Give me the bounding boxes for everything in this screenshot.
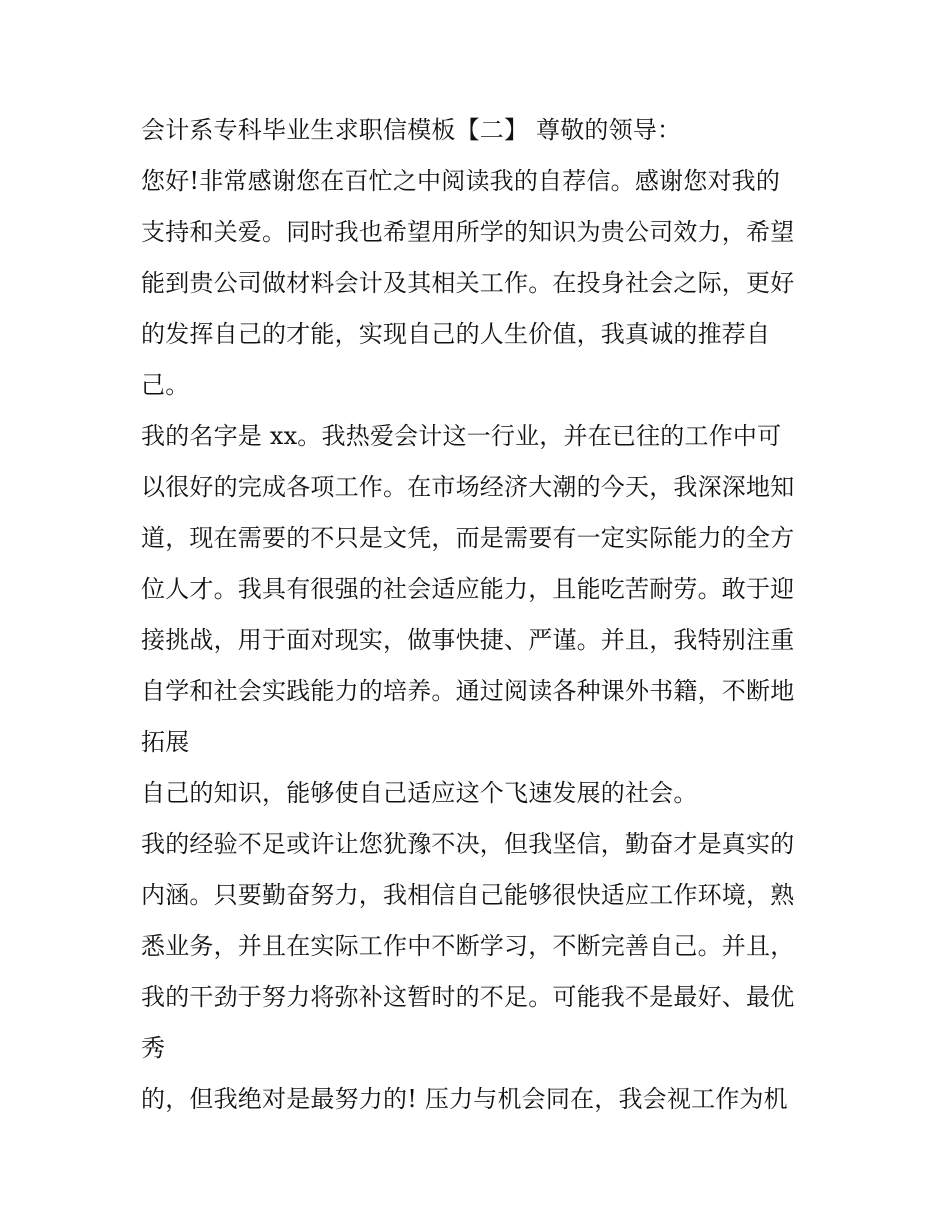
letter-line: 的，但我绝对是最努力的! 压力与机会同在，我会视工作为机 xyxy=(141,1085,788,1113)
letter-line: 我的经验不足或许让您犹豫不决，但我坚信，勤奋才是真实的 xyxy=(141,830,795,858)
letter-line: 我的干劲于努力将弥补这暂时的不足。可能我不是最好、最优 xyxy=(141,983,795,1011)
letter-line: 道，现在需要的不只是文凭，而是需要有一定实际能力的全方 xyxy=(141,524,795,552)
letter-line: 己。 xyxy=(141,371,190,399)
letter-line: 内涵。只要勤奋努力，我相信自己能够很快适应工作环境，熟 xyxy=(141,881,795,909)
letter-line: 以很好的完成各项工作。在市场经济大潮的今天，我深深地知 xyxy=(141,473,795,501)
letter-line: 接挑战，用于面对现实，做事快捷、严谨。并且，我特别注重 xyxy=(141,626,795,654)
letter-line: 位人才。我具有很强的社会适应能力，且能吃苦耐劳。敢于迎 xyxy=(141,575,795,603)
letter-line: 能到贵公司做材料会计及其相关工作。在投身社会之际，更好 xyxy=(141,269,795,297)
letter-line: 您好!非常感谢您在百忙之中阅读我的自荐信。感谢您对我的 xyxy=(141,167,781,195)
letter-line: 自学和社会实践能力的培养。通过阅读各种课外书籍，不断地 xyxy=(141,677,795,705)
letter-line: 支持和关爱。同时我也希望用所学的知识为贵公司效力，希望 xyxy=(141,218,795,246)
letter-line: 悉业务，并且在实际工作中不断学习，不断完善自己。并且， xyxy=(141,932,795,960)
letter-line: 拓展 xyxy=(141,728,190,756)
letter-line: 我的名字是 xx。我热爱会计这一行业，并在已往的工作中可 xyxy=(141,422,782,450)
letter-line: 自己的知识，能够使自己适应这个飞速发展的社会。 xyxy=(141,779,698,807)
letter-line-title: 会计系专科毕业生求职信模板【二】 尊敬的领导： xyxy=(141,116,682,144)
letter-body xyxy=(141,105,821,1125)
letter-line: 的发挥自己的才能，实现自己的人生价值，我真诚的推荐自 xyxy=(141,320,771,348)
letter-line: 秀 xyxy=(141,1034,166,1062)
